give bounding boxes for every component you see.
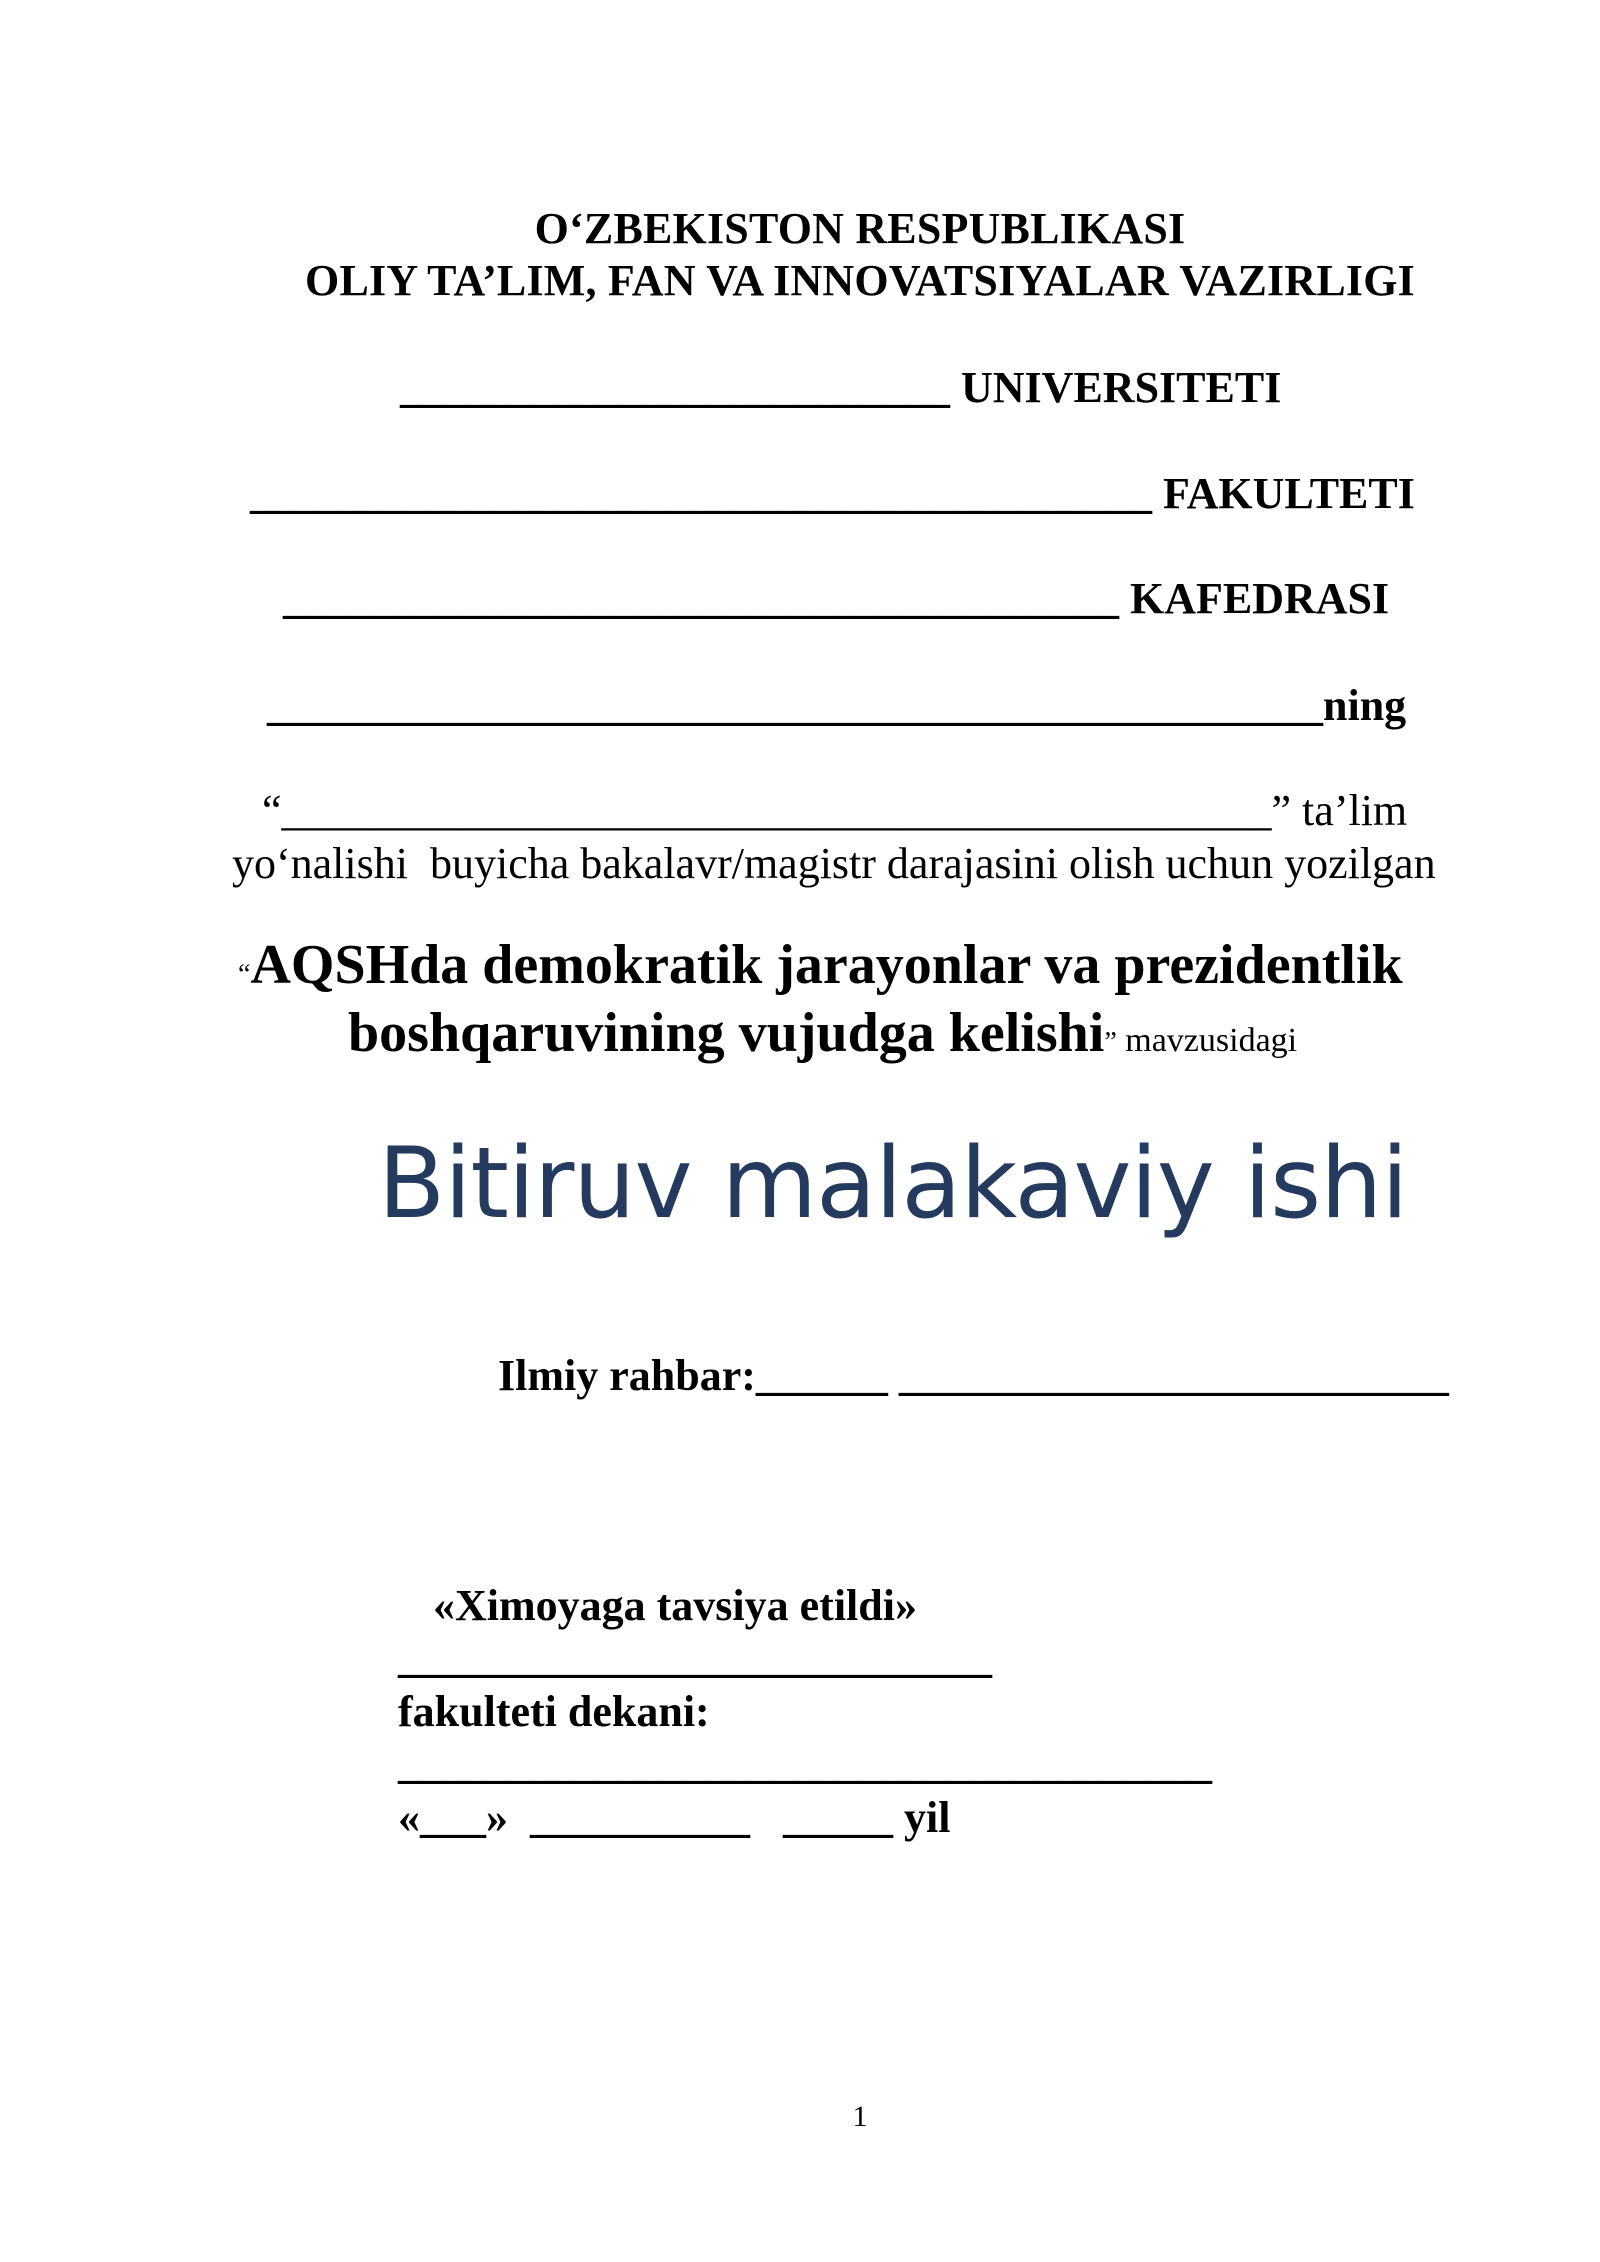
topic-close-quote: ” bbox=[1104, 1027, 1117, 1058]
direction-line-2: yo‘nalishi buyicha bakalavr/magistr darajasini olish uchun yozilgan bbox=[232, 839, 1436, 888]
university-line: _________________________ UNIVERSITETI bbox=[400, 363, 1282, 412]
document-title: Bitiruv malakaviy ishi bbox=[378, 1127, 1408, 1241]
topic-text-2: boshqaruvining vujudga kelishi bbox=[348, 1002, 1105, 1064]
recommended-label: «Ximoyaga tavsiya etildi» bbox=[433, 1581, 917, 1630]
direction-line-1: “_____________________________________________” ta’lim bbox=[262, 786, 1408, 835]
dean-label: fakulteti dekani: bbox=[398, 1687, 710, 1736]
topic-open-quote: “ bbox=[238, 959, 251, 990]
republic-heading: O‘ZBEKISTON RESPUBLIKASI bbox=[534, 204, 1186, 253]
approval-blank-1: ___________________________ bbox=[398, 1633, 992, 1682]
page-number: 1 bbox=[852, 2100, 868, 2133]
advisor-line: Ilmiy rahbar:______ _________________________ bbox=[498, 1351, 1449, 1400]
topic-suffix: mavzusidagi bbox=[1116, 1022, 1298, 1059]
faculty-line: _________________________________________ FAKULTETI bbox=[250, 469, 1415, 518]
topic-text-1: AQSHda demokratik jarayonlar va prezidentlik bbox=[250, 934, 1403, 996]
department-line: ______________________________________ KAFEDRASI bbox=[283, 574, 1390, 623]
topic-line-1 bbox=[238, 933, 1403, 997]
ministry-heading: OLIY TA’LIM, FAN VA INNOVATSIYALAR VAZIRLIGI bbox=[305, 256, 1415, 305]
approval-blank-2: _____________________________________ bbox=[398, 1739, 1212, 1788]
student-line: ________________________________________________ning bbox=[267, 681, 1407, 730]
approval-date: «___» __________ _____ yil bbox=[398, 1793, 951, 1842]
topic-line-2 bbox=[348, 1001, 1297, 1065]
